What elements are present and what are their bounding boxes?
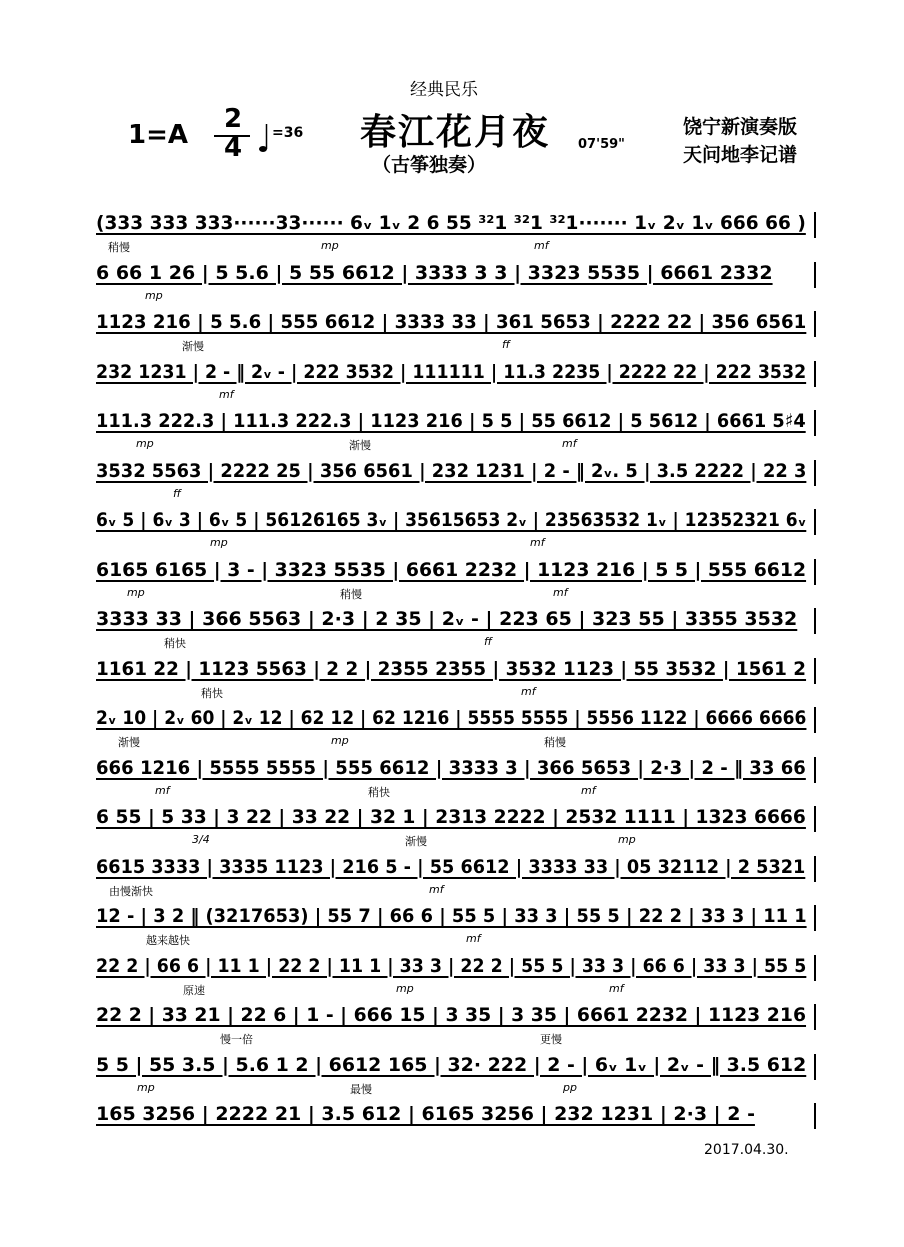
tempo-instruction: 更慢: [540, 1033, 562, 1046]
notation-line: 6615 3333 | 3335 1123 | 216 5 - | 55 6612 | 3333 33 | 05 32112 | 2 5321: [96, 855, 806, 878]
tempo-instruction: 越来越快: [146, 934, 190, 947]
notation-line: 232 1231 | 2 - ‖ 2ᵥ - | 222 3532 | 111111 | 11.3 2235 | 2222 22 | 222 3532: [96, 360, 807, 383]
score-row: [96, 955, 816, 997]
notation-line: 6ᵥ 5 | 6ᵥ 3 | 6ᵥ 5 | 56126165 3ᵥ | 35615653 2ᵥ | 23563532 1ᵥ | 12352321 6ᵥ: [96, 509, 807, 531]
barline: [814, 955, 816, 981]
barline: [814, 1103, 816, 1129]
notation-line: 165 3256 | 2222 21 | 3.5 612 | 6165 3256 | 232 1231 | 2·3 | 2 -: [96, 1103, 755, 1125]
dynamic-marking: mp: [396, 981, 414, 995]
barline: [814, 509, 816, 535]
dynamic-marking: mf: [534, 239, 549, 252]
dynamic-marking: pp: [563, 1080, 577, 1094]
barline: [814, 1054, 816, 1080]
barline: [814, 559, 816, 585]
notation-line: 6 55 | 5 33 | 3 22 | 33 22 | 32 1 | 2313 2222 | 2532 1111 | 1323 6666: [96, 806, 806, 828]
barline: [814, 608, 816, 634]
page-subtitle: （古筝独奏）: [372, 154, 487, 176]
barline: [814, 856, 816, 882]
dynamic-marking: mp: [210, 536, 228, 549]
barline: [814, 757, 816, 783]
dynamic-marking: mp: [127, 585, 145, 599]
barline: [814, 658, 816, 684]
dynamic-marking: 3/4: [192, 833, 210, 846]
tempo-instruction: 慢一倍: [220, 1033, 253, 1046]
version-label: 饶宁新演奏版: [683, 116, 798, 138]
tempo-instruction: 由慢渐快: [109, 884, 153, 898]
dynamic-marking: mf: [466, 932, 481, 945]
score-row: [96, 1103, 816, 1145]
notation-line: 3532 5563 | 2222 25 | 356 6561 | 232 1231 | 2 - ‖ 2ᵥ. 5 | 3.5 2222 | 22 3: [96, 459, 807, 482]
barline: [814, 1004, 816, 1030]
category-label: 经典民乐: [410, 80, 478, 100]
barline: [814, 410, 816, 436]
score-row: [96, 905, 816, 947]
notation-line: 5 5 | 55 3.5 | 5.6 1 2 | 6612 165 | 32· 222 | 2 - | 6ᵥ 1ᵥ | 2ᵥ - ‖ 3.5 612: [96, 1053, 807, 1076]
dynamic-marking: mp: [618, 833, 636, 846]
date-label: 2017.04.30.: [704, 1142, 789, 1158]
score-row: [96, 1054, 816, 1096]
notation-line: 1123 216 | 5 5.6 | 555 6612 | 3333 33 | 361 5653 | 2222 22 | 356 6561: [96, 311, 807, 333]
barline: [814, 311, 816, 337]
duration: 07'59": [578, 137, 625, 152]
quarter-note-icon: [259, 122, 271, 154]
dynamic-marking: mp: [136, 437, 154, 450]
tempo-instruction: 渐慢: [118, 736, 140, 749]
score-row: [96, 856, 816, 898]
dynamic-marking: ff: [173, 486, 181, 500]
time-signature-bottom: 4: [223, 133, 243, 163]
score-row: [96, 410, 816, 452]
score-row: [96, 608, 816, 650]
tempo-instruction: 渐慢: [349, 439, 371, 452]
score-row: [96, 1004, 816, 1046]
page-title: 春江花月夜: [360, 112, 551, 153]
notation-line: 6 66 1 26 | 5 5.6 | 5 55 6612 | 3333 3 3 | 3323 5535 | 6661 2332: [96, 261, 773, 284]
tempo-instruction: 最慢: [350, 1082, 372, 1096]
dynamic-marking: ff: [502, 338, 510, 351]
score-row: [96, 361, 816, 403]
notation-line: 2ᵥ 10 | 2ᵥ 60 | 2ᵥ 12 | 62 12 | 62 1216 | 5555 5555 | 5556 1122 | 6666 6666: [96, 707, 807, 729]
barline: [814, 460, 816, 486]
transcriber-label: 天问地李记谱: [683, 144, 798, 166]
barline: [814, 707, 816, 733]
notation-line: 22 2 | 33 21 | 22 6 | 1 - | 666 15 | 3 35 | 3 35 | 6661 2232 | 1123 216: [96, 1004, 807, 1026]
score-row: [96, 262, 816, 304]
barline: [814, 905, 816, 931]
score-row: [96, 460, 816, 502]
score-row: [96, 559, 816, 601]
barline: [814, 212, 816, 238]
dynamic-marking: mf: [155, 783, 170, 797]
tempo-instruction: 渐慢: [182, 340, 204, 353]
dynamic-marking: mp: [137, 1080, 155, 1094]
dynamic-marking: mp: [321, 239, 339, 252]
score-row: [96, 757, 816, 799]
tempo-instruction: 稍快: [368, 785, 390, 799]
notation-line: (333 333 333······33······ 6ᵥ 1ᵥ 2 6 55 ³²1 ³²1 ³²1······· 1ᵥ 2ᵥ 1ᵥ 666 66 ): [96, 212, 806, 234]
tempo-instruction: 稍快: [201, 686, 223, 700]
tempo-instruction: 稍慢: [340, 587, 362, 601]
notation-line: 111.3 222.3 | 111.3 222.3 | 1123 216 | 5 5 | 55 6612 | 5 5612 | 6661 5♯4: [96, 410, 806, 432]
barline: [814, 262, 816, 288]
score-row: [96, 212, 816, 254]
dynamic-marking: mf: [553, 585, 568, 599]
tempo-marking: =36: [272, 125, 304, 141]
tempo-instruction: 稍快: [164, 637, 186, 650]
notation-line: 1161 22 | 1123 5563 | 2 2 | 2355 2355 | 3532 1123 | 55 3532 | 1561 2: [96, 657, 807, 680]
dynamic-marking: mf: [429, 882, 444, 896]
score-row: [96, 509, 816, 551]
dynamic-marking: mf: [562, 437, 577, 450]
dynamic-marking: mf: [530, 536, 545, 549]
notation-line: 6165 6165 | 3 - | 3323 5535 | 6661 2232 | 1123 216 | 5 5 | 555 6612: [96, 558, 807, 581]
tempo-instruction: 渐慢: [405, 835, 427, 848]
notation-line: 666 1216 | 5555 5555 | 555 6612 | 3333 3 | 366 5653 | 2·3 | 2 - ‖ 33 66: [96, 756, 806, 779]
score-row: [96, 707, 816, 749]
notation-line: 22 2 | 66 6 | 11 1 | 22 2 | 11 1 | 33 3 | 22 2 | 55 5 | 33 3 | 66 6 | 33 3 | 55 5: [96, 954, 807, 977]
notation-line: 12 - | 3 2 ‖ (3217653) | 55 7 | 66 6 | 55 5 | 33 3 | 55 5 | 22 2 | 33 3 | 11 1: [96, 905, 807, 927]
dynamic-marking: mf: [581, 783, 596, 797]
score-row: [96, 658, 816, 700]
dynamic-marking: mf: [219, 387, 234, 401]
barline: [814, 806, 816, 832]
score-row: [96, 806, 816, 848]
notation-line: 3333 33 | 366 5563 | 2·3 | 2 35 | 2ᵥ - | 223 65 | 323 55 | 3355 3532: [96, 608, 798, 630]
tempo-instruction: 原速: [183, 983, 205, 997]
dynamic-marking: mp: [145, 288, 163, 302]
time-signature-top: 2: [223, 104, 243, 134]
dynamic-marking: mp: [331, 734, 349, 747]
tempo-instruction: 稍慢: [544, 736, 566, 749]
dynamic-marking: mf: [609, 981, 624, 995]
score-row: [96, 311, 816, 353]
dynamic-marking: ff: [484, 635, 492, 648]
barline: [814, 361, 816, 387]
dynamic-marking: mf: [521, 684, 536, 698]
tempo-instruction: 稍慢: [108, 241, 130, 254]
key-signature: 1=A: [128, 120, 188, 150]
